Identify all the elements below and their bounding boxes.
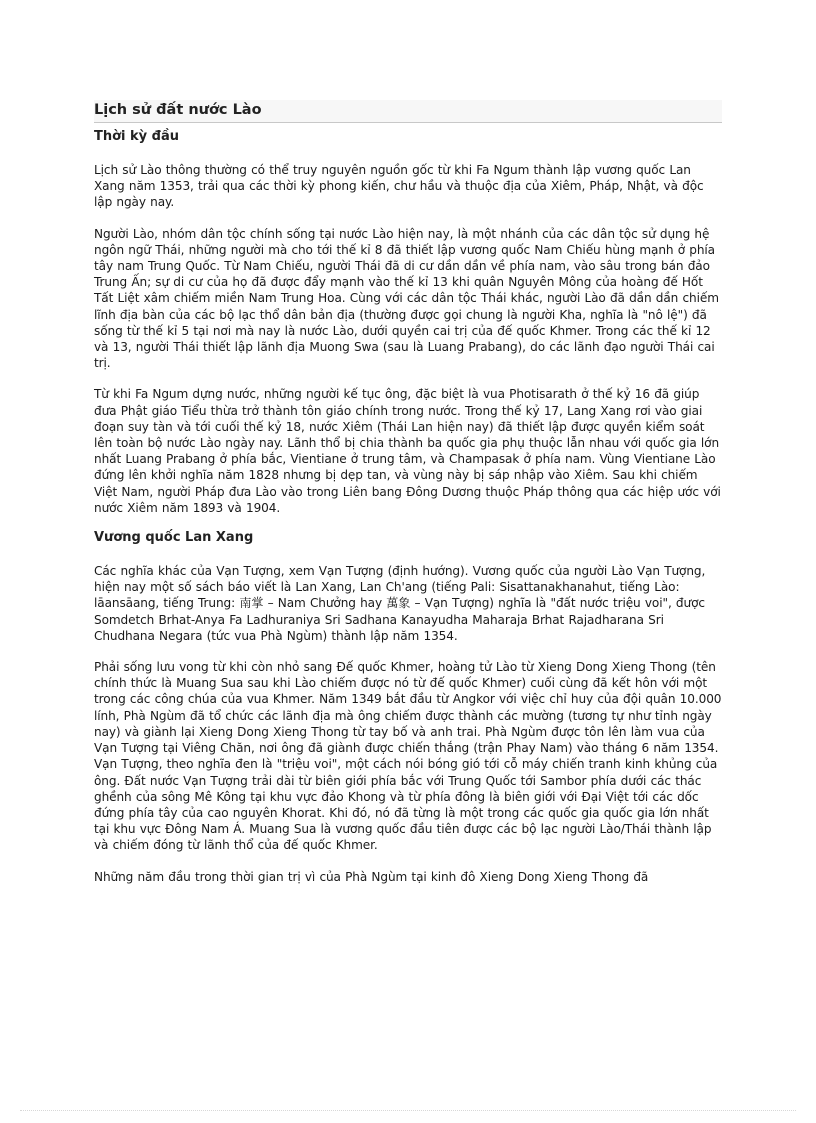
paragraph: Các nghĩa khác của Vạn Tượng, xem Vạn Tượng (định hướng). Vương quốc của người Lào Vạn Tượng, hiện nay một số sách báo viết là Lan Xang, Lan Ch'ang (tiếng Pali: Sisattanakhanahut, tiếng Lào: lāansāang, tiếng Trung: 南掌 – Nam Chưởng hay 萬象 – Vạn Tượng) nghĩa là "đất nước triệu voi", được Somdetch Brhat-Anya Fa Ladhuraniya Sri Sadhana Kanayudha Maharaja Brhat Rajadharana Sri Chudhana Negara (tức vua Phà Ngùm) thành lập năm 1354. <box>94 564 706 643</box>
paragraph: Những năm đầu trong thời gian trị vì của Phà Ngùm tại kinh đô Xieng Dong Xieng Thong đã <box>94 869 649 884</box>
paragraph: Lịch sử Lào thông thường có thể truy nguyên nguồn gốc từ khi Fa Ngum thành lập vương quốc Lan Xang năm 1353, trải qua các thời kỳ phong kiến, chư hầu và thuộc địa của Xiêm, Pháp, Nhật, và độc lập ngày nay. <box>94 163 704 210</box>
section-heading-lan-xang-kingdom: Vương quốc Lan Xang <box>94 530 254 546</box>
paragraph: Phải sống lưu vong từ khi còn nhỏ sang Đế quốc Khmer, hoàng tử Lào từ Xieng Dong Xieng Thong (tên chính thức là Muang Sua sau khi Lào chiếm được nó từ đế quốc Khmer) cuối cùng đã kết hôn với một trong các công chúa của vua Khmer. Năm 1349 bắt đầu từ Angkor với việc chỉ huy của đội quân 10.000 lính, Phà Ngùm đã tổ chức các lãnh địa mà ông chiếm được thành các mường (tương tự như tỉnh ngày nay) và giành lại Xieng Dong Xieng Thong từ tay bố và anh trai. Phà Ngùm được tôn lên làm vua của Vạn Tượng tại Viêng Chăn, nơi ông đã giành được chiến thắng (trận Phay Nam) vào tháng 6 năm 1354. Vạn Tượng, theo nghĩa đen là "triệu voi", một cách nói bóng gió tới cỗ máy chiến tranh kinh khủng của ông. Đất nước Vạn Tượng trải dài từ biên giới phía bắc với Trung Quốc tới Sambor phía dưới các thác ghềnh của sông Mê Kông tại khu vực đảo Khong và từ phía đông là biên giới với Đại Việt tới các dốc đứng phía tây của cao nguyên Khorat. Khi đó, nó đã từng là một trong các quốc gia quốc gia lớn nhất tại khu vực Đông Nam Á. Muang Sua là vương quốc đầu tiên được các bộ lạc người Lào/Thái thành lập và chiếm đóng từ lãnh thổ của đế quốc Khmer. <box>94 660 722 853</box>
document-page <box>94 100 722 885</box>
paragraph: Từ khi Fa Ngum dựng nước, những người kế tục ông, đặc biệt là vua Photisarath ở thế kỷ 16 đã giúp đưa Phật giáo Tiểu thừa trở thành tôn giáo chính trong nước. Trong thế kỷ 17, Lang Xang rơi vào giai đoạn suy tàn và tới cuối thế kỷ 18, nước Xiêm (Thái Lan hiện nay) đã thiết lập được quyền kiểm soát lên toàn bộ nước Lào ngày nay. Lãnh thổ bị chia thành ba quốc gia phụ thuộc lẫn nhau với quốc gia lớn nhất Luang Prabang ở phía bắc, Vientiane ở trung tâm, và Champasak ở phía nam. Vùng Vientiane Lào đứng lên khởi nghĩa năm 1828 nhưng bị dẹp tan, và vùng này bị sáp nhập vào Xiêm. Sau khi chiếm Việt Nam, người Pháp đưa Lào vào trong Liên bang Đông Dương thuộc Pháp thông qua các hiệp ước với nước Xiêm năm 1893 và 1904. <box>94 387 721 515</box>
page-title: Lịch sử đất nước Lào <box>94 100 722 123</box>
page-bottom-divider <box>20 1110 796 1111</box>
paragraph: Người Lào, nhóm dân tộc chính sống tại nước Lào hiện nay, là một nhánh của các dân tộc sử dụng hệ ngôn ngữ Thái, những người mà cho tới thế kỉ 8 đã thiết lập vương quốc Nam Chiếu hùng mạnh ở phía tây nam Trung Quốc. Từ Nam Chiếu, người Thái đã di cư dần dần về phía nam, vào sâu trong bán đảo Trung Ấn; sự di cư của họ đã được đẩy mạnh vào thế kỉ 13 khi quân Nguyên Mông của hoàng đế Hốt Tất Liệt xâm chiếm miền Nam Trung Hoa. Cùng với các dân tộc Thái khác, người Lào đã dần dần chiếm lĩnh địa bàn của các bộ lạc thổ dân bản địa (thường được gọi chung là người Kha, nghĩa là "nô lệ") đã sống từ thế kỉ 5 tại nơi mà nay là nước Lào, dưới quyền cai trị của đế quốc Khmer. Trong các thế kỉ 12 và 13, người Thái thiết lập lãnh địa Muong Swa (sau là Luang Prabang), do các lãnh đạo người Thái cai trị. <box>94 226 719 371</box>
section-heading-early-period: Thời kỳ đầu <box>94 129 180 144</box>
